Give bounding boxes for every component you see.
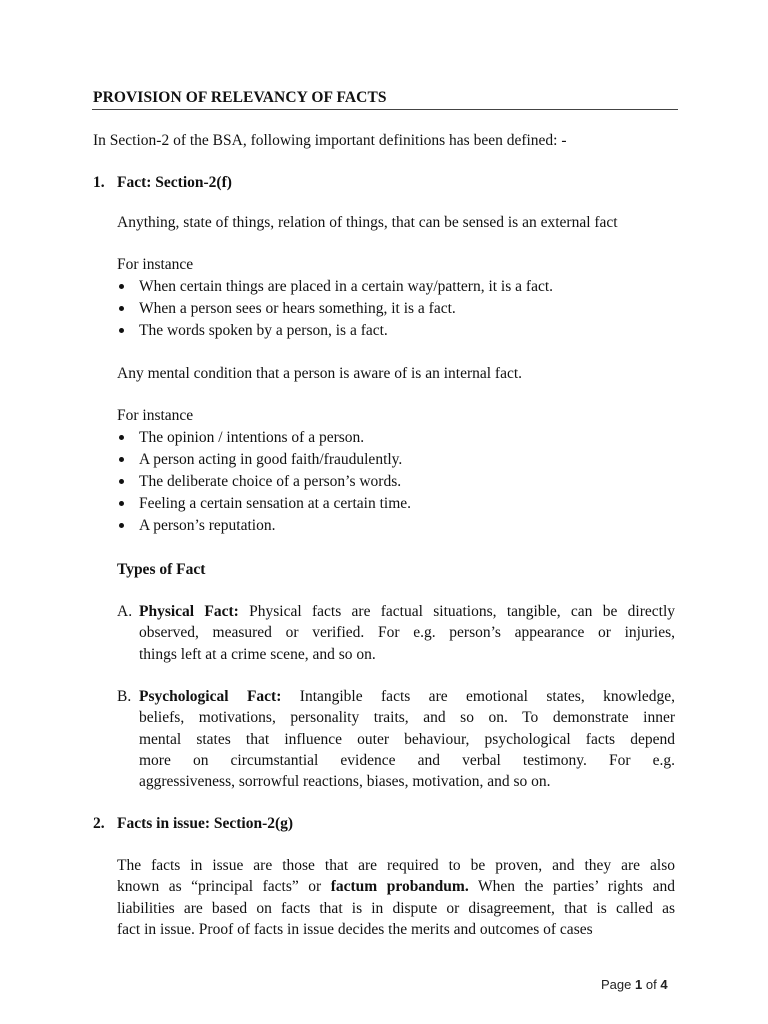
type-a-letter: A. bbox=[117, 603, 133, 620]
type-a-term: Physical Fact: bbox=[139, 603, 239, 620]
type-b-term: Psychological Fact: bbox=[139, 688, 282, 705]
current-page-number: 1 bbox=[635, 977, 643, 992]
type-b-paragraph: Psychological Fact: Intangible facts are emotional states, knowledge, beliefs, motivations, personality traits, and so on. To demonstrate inner mental states that influence outer behaviour, psychological facts depend more on circumstantial evidence and verbal testimony. For e.g. aggressiveness, sorrowful reactions, biases, motivation, and so on. bbox=[139, 688, 675, 791]
title-underline bbox=[92, 109, 678, 110]
list-item: When a person sees or hears something, it is a fact. bbox=[117, 298, 553, 320]
facts-in-issue-paragraph: The facts in issue are those that are required to be proven, and they are also known as “principal facts” or factum probandum. When the parties’ rights and liabilities are based on facts that is in dispute or disagreement, that is called as fact in issue. Proof of facts in issue decides the merits and outcomes of cases bbox=[117, 857, 675, 938]
section-2-number: 2. bbox=[93, 815, 105, 832]
section-1-heading: Fact: Section-2(f) bbox=[117, 174, 232, 191]
section-1-number: 1. bbox=[93, 174, 105, 191]
list-item: A person acting in good faith/fraudulently. bbox=[117, 449, 411, 471]
list-item: The words spoken by a person, is a fact. bbox=[117, 320, 553, 342]
internal-fact-definition: Any mental condition that a person is aware of is an internal fact. bbox=[117, 365, 523, 382]
list-item: The opinion / intentions of a person. bbox=[117, 427, 411, 449]
for-instance-label-2: For instance bbox=[117, 407, 194, 424]
type-b-letter: B. bbox=[117, 688, 132, 705]
list-item: When certain things are placed in a certain way/pattern, it is a fact. bbox=[117, 276, 553, 298]
list-item: The deliberate choice of a person’s words. bbox=[117, 471, 411, 493]
list-item: A person’s reputation. bbox=[117, 515, 411, 537]
section-2-heading: Facts in issue: Section-2(g) bbox=[117, 815, 294, 832]
page-number-footer: Page 1 of 4 bbox=[601, 977, 668, 992]
type-a-paragraph: Physical Fact: Physical facts are factual situations, tangible, can be directly observed, measured or verified. For e.g. person’s appearance or injuries, things left at a crime scene, and so on. bbox=[139, 603, 676, 663]
total-page-count: 4 bbox=[660, 977, 668, 992]
for-instance-label-1: For instance bbox=[117, 256, 194, 273]
external-examples-list bbox=[117, 276, 553, 342]
internal-examples-list bbox=[117, 427, 411, 537]
document-title: PROVISION OF RELEVANCY OF FACTS bbox=[93, 89, 387, 106]
factum-probandum-term: factum probandum. bbox=[330, 878, 469, 896]
external-fact-definition: Anything, state of things, relation of things, that can be sensed is an external fact bbox=[117, 214, 618, 231]
types-of-fact-heading: Types of Fact bbox=[117, 561, 206, 578]
list-item: Feeling a certain sensation at a certain time. bbox=[117, 493, 411, 515]
intro-text: In Section-2 of the BSA, following important definitions has been defined: - bbox=[93, 132, 567, 149]
